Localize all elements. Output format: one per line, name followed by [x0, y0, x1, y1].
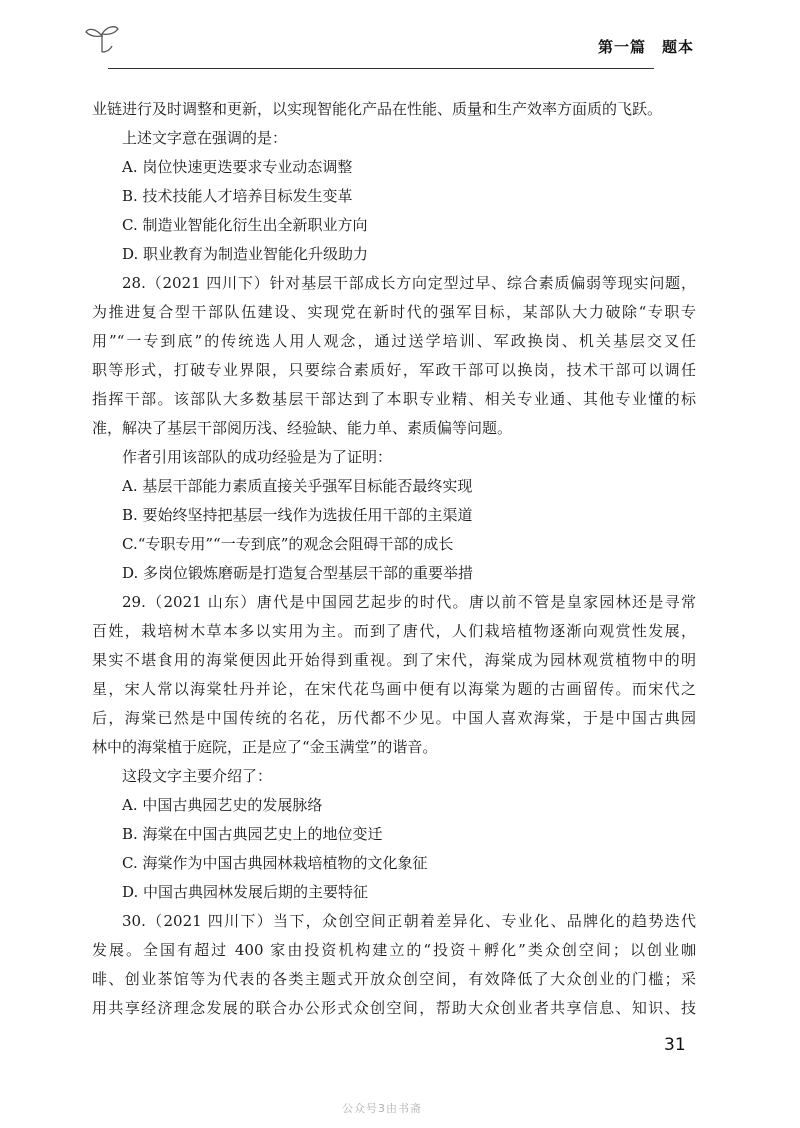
page-number: 31 [664, 1035, 686, 1055]
q29-line: 29.（2021 山东）唐代是中国园艺起步的时代。唐以前不管是皇家园林还是寻常 [122, 593, 696, 611]
q27-option-a: A. 岗位快速更迭要求专业动态调整 [122, 158, 353, 176]
q27-stem: 上述文字意在强调的是： [122, 129, 288, 147]
q28-line: 指挥干部。该部队大多数基层干部达到了本职专业精、相关专业通、其他专业懂的标 [92, 390, 696, 408]
q30-line: 30.（2021 四川下）当下，众创空间正朝着差异化、专业化、品牌化的趋势迭代 [122, 912, 696, 930]
q27-option-b: B. 技术技能人才培养目标发生变革 [122, 187, 353, 205]
q29-option-b: B. 海棠在中国古典园艺史上的地位变迁 [122, 825, 383, 843]
sprout-icon [82, 22, 122, 54]
running-header [82, 22, 694, 62]
header-rule [108, 68, 654, 69]
q28-option-a: A. 基层干部能力素质直接关乎强军目标能否最终实现 [122, 477, 473, 495]
q28-stem: 作者引用该部队的成功经验是为了证明： [122, 448, 393, 466]
q27-option-c: C. 制造业智能化衍生出全新职业方向 [122, 216, 368, 234]
q30-line: 啡、创业茶馆等为代表的各类主题式开放众创空间，有效降低了大众创业的门槛；采 [92, 970, 696, 988]
q28-passage [92, 269, 696, 443]
q29-options [92, 791, 696, 907]
q28-options [92, 472, 696, 588]
q29-option-a: A. 中国古典园艺史的发展脉络 [122, 796, 323, 814]
q30-line: 发展。全国有超过 400 家由投资机构建立的“投资＋孵化”类众创空间；以创业咖 [92, 941, 696, 959]
q29-line: 百姓，栽培树木草本多以实用为主。而到了唐代，人们栽培植物逐渐向观赏性发展， [92, 622, 696, 640]
q27-continuation: 业链进行及时调整和更新，以实现智能化产品在性能、质量和生产效率方面质的飞跃。 [92, 100, 663, 118]
q27-option-d: D. 职业教育为制造业智能化升级助力 [122, 245, 369, 263]
q29-line: 后，海棠已然是中国传统的名花，历代都不少见。中国人喜欢海棠，于是中国古典园 [92, 709, 696, 727]
q28-line: 准，解决了基层干部阅历浅、经验缺、能力单、素质偏等问题。 [92, 419, 513, 437]
q28-line: 用”“一专到底”的传统选人用人观念，通过送学培训、军政换岗、机关基层交叉任 [92, 332, 696, 350]
q28-line: 28.（2021 四川下）针对基层干部成长方向定型过早、综合素质偏弱等现实问题， [122, 274, 696, 292]
q30-passage [92, 907, 696, 1023]
q29-line: 星，宋人常以海棠牡丹并论，在宋代花鸟画中便有以海棠为题的古画留传。而宋代之 [92, 680, 696, 698]
page-body [92, 95, 696, 1023]
q29-line: 林中的海棠植于庭院，正是应了“金玉满堂”的谐音。 [92, 738, 438, 756]
watermark: 公众号3由书斋 [342, 1102, 422, 1115]
q28-option-c: C.“专职专用”“一专到底”的观念会阻碍干部的成长 [122, 535, 454, 553]
q28-option-b: B. 要始终坚持把基层一线作为选拔任用干部的主渠道 [122, 506, 473, 524]
q29-option-d: D. 中国古典园林发展后期的主要特征 [122, 883, 369, 901]
q29-line: 果实不堪食用的海棠便因此开始得到重视。到了宋代，海棠成为园林观赏植物中的明 [92, 651, 696, 669]
q29-passage [92, 588, 696, 762]
q29-option-c: C. 海棠作为中国古典园林栽培植物的文化象征 [122, 854, 428, 872]
q30-line: 用共享经济理念发展的联合办公形式众创空间，帮助大众创业者共享信息、知识、技 [92, 999, 696, 1017]
q27-options [92, 153, 696, 269]
section-title: 第一篇 题本 [597, 38, 694, 56]
q29-stem: 这段文字主要介绍了： [122, 767, 273, 785]
q28-line: 为推进复合型干部队伍建设、实现党在新时代的强军目标，某部队大力破除“专职专 [92, 303, 696, 321]
q28-option-d: D. 多岗位锻炼磨砺是打造复合型基层干部的重要举措 [122, 564, 474, 582]
q28-line: 职等形式，打破专业界限，只要综合素质好，军政干部可以换岗，技术干部可以调任 [92, 361, 696, 379]
